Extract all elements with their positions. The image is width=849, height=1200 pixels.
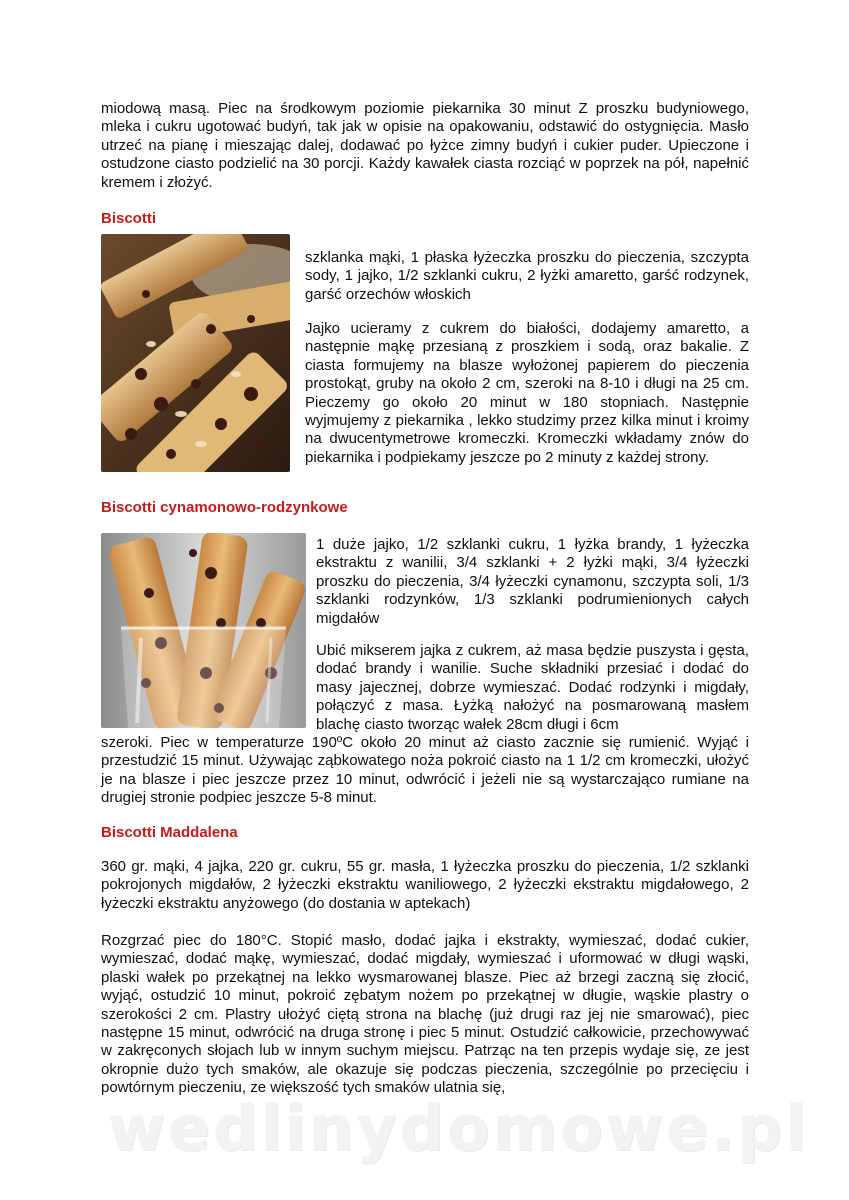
watermark: wedlinydomowe.pl (108, 1092, 810, 1165)
biscotti-maddalena-ingredients: 360 gr. mąki, 4 jajka, 220 gr. cukru, 55 gr. masła, 1 łyżeczka proszku do pieczenia, 1/2 szklanki pokrojonych migdałów, 2 łyżeczki ekstraktu waniliowego, 2 łyżeczki ekstraktu migdałowego, 2 łyżeczki ekstraktu anyżowego (do dostania w aptekach) (101, 858, 749, 912)
biscotti-cinnamon-photo (101, 533, 306, 728)
recipe-title-biscotti: Biscotti (101, 210, 157, 227)
intro-paragraph: miodową masą. Piec na środkowym poziomie piekarnika 30 minut Z proszku budyniowego, mleka i cukru ugotować budyń, tak jak w opisie na opakowaniu, odstawić do ostygnięcia. Masło utrzeć na pianę i mieszając dalej, dodawać po łyżce zimny budyń i cukier puder. Upieczone i ostudzone ciasto podzielić na 30 porcji. Każdy kawałek ciasta rozciąć w poprzek na pół, napełnić kremem i złożyć. (101, 100, 749, 191)
biscotti-maddalena-method: Rozgrzać piec do 180°C. Stopić masło, dodać jajka i ekstrakty, wymieszać, dodać cukier, wymieszać, dodać mąkę, wymieszać, dodać migdały, wymieszać i uformować w długi wąski, plaski wałek po przekątnej na lekko wysmarowanej blasze. Piec aż brzegi zaczną się złocić, wyjąć, ostudzić 10 minut, pokroić zębatym nożem po przekątnej w długie, wąskie plastry o szerokości 2 cm. Plastry ułożyć ciętą strona na blachę (już drugi raz jej nie smarować), piec następne 15 minut, odwrócić na druga stronę i piec 5 minut. Ostudzić całkowicie, przechowywać w zakręconych słojach lub w innym suchym miejscu. Patrząc na ten przepis wydaje się, ze jest okropnie dużo tych smaków, ale okazuje się podczas pieczenia, szczególnie po przecięciu i powtórnym pieczeniu, ze większość tych smaków ulatnia się, (101, 932, 749, 1097)
biscotti-photo-image (101, 234, 290, 472)
biscotti-cinnamon-photo-image (101, 533, 306, 728)
recipe-title-biscotti-cynamonowo: Biscotti cynamonowo-rodzynkowe (101, 499, 348, 516)
recipe-title-biscotti-maddalena: Biscotti Maddalena (101, 824, 238, 841)
biscotti-cinnamon-method: Ubić mikserem jajka z cukrem, aż masa będzie puszysta i gęsta, dodać brandy i wanilie. Suche składniki przesiać i dodać do masy jajecznej, dobrze wymieszać. Dodać rodzynki i migdały, połączyć z masa. Łyżką nałożyć na posmarowaną masłem blachę ciasto tworząc wałek 28cm długi i 6cm (316, 642, 749, 733)
biscotti-method: Jajko ucieramy z cukrem do białości, dodajemy amaretto, a następnie mąkę przesianą z proszkiem i sodą, oraz bakalie. Z ciasta formujemy na blasze wyłożonej papierem do pieczenia prostokąt, gruby na około 2 cm, szeroki na 8-10 i długi na 25 cm. Pieczemy go około 20 minut w 180 stopniach. Następnie wyjmujemy z piekarnika , lekko studzimy przez kilka minut i kroimy na dwucentymetrowe kromeczki. Kromeczki wkładamy znów do piekarnika i podpiekamy jeszcze po 2 minuty z każdej strony. (305, 320, 749, 466)
biscotti-cinnamon-method-continued: szeroki. Piec w temperaturze 190ºC około 20 minut aż ciasto zacznie się rumienić. Wyjąć i przestudzić 15 minut. Używając ząbkowatego noża pokroić ciasto na 1 1/2 cm kromeczki, ułożyć je na blasze i piec jeszcze przez 10 minut, odwrócić i jeżeli nie są wystarczająco rumiane na drugiej stronie podpiec jeszcze 5-8 minut. (101, 734, 749, 807)
biscotti-photo (101, 234, 290, 472)
biscotti-cinnamon-ingredients: 1 duże jajko, 1/2 szklanki cukru, 1 łyżka brandy, 1 łyżeczka ekstraktu z wanilii, 3/4 szklanki + 2 łyżki mąki, 3/4 łyżeczki proszku do pieczenia, 3/4 łyżeczki cynamonu, szczypta soli, 1/3 szklanki rodzynków, 1/3 szklanki podrumienionych całych migdałów (316, 536, 749, 627)
biscotti-ingredients: szklanka mąki, 1 płaska łyżeczka proszku do pieczenia, szczypta sody, 1 jajko, 1/2 szklanki cukru, 2 łyżki amaretto, garść rodzynek, garść orzechów włoskich (305, 249, 749, 303)
